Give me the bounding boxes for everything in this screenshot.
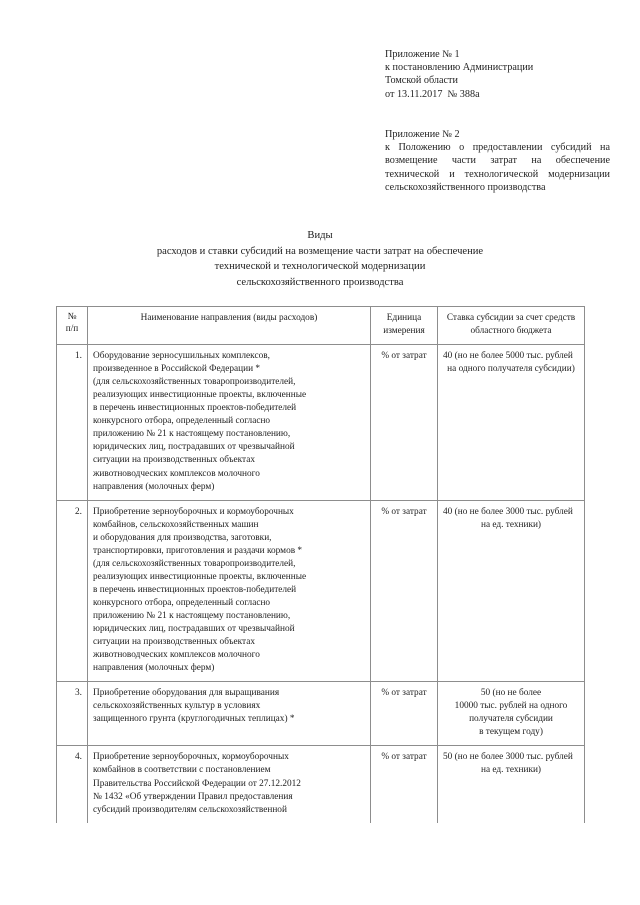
description-line: Правительства Российской Федерации от 27.12.2012: [93, 778, 301, 789]
column-header-line: №: [67, 312, 77, 322]
appendix-2-reference-text: к Положению о предоставлении субсидий на возмещение части затрат на обеспечение технической и технологической модернизации сельскохозяйственного производства: [385, 142, 610, 193]
description-line: в перечень инвестиционных проектов-победителей: [93, 584, 297, 595]
description-line: приложению № 21 к настоящему постановлению,: [93, 429, 291, 440]
rate-line: в текущем году): [479, 727, 543, 738]
column-header-line: Ставка субсидии за счет средств: [446, 313, 576, 323]
description-line: животноводческих комплексов молочного: [93, 468, 260, 479]
table-row: [57, 682, 585, 746]
rate-line: получателя субсидии: [469, 714, 553, 725]
description-line: юридических лиц, пострадавших от чрезвычайной: [93, 624, 295, 635]
description-line: субсидий производителям сельскохозяйственной: [93, 804, 287, 815]
description-line: направления (молочных ферм): [93, 663, 215, 674]
table-header: [57, 307, 585, 345]
row-number: 4.: [57, 746, 88, 823]
row-subsidy-rate: [438, 746, 585, 823]
description-line: транспортировки, приготовления и раздачи кормов *: [93, 545, 303, 556]
table-row: [57, 746, 585, 823]
description-line: Оборудование зерносушильных комплексов,: [93, 351, 270, 362]
row-direction-description: [88, 500, 371, 682]
table-body: [57, 345, 585, 823]
expenses-table: [56, 306, 585, 823]
description-line: ситуации на производственных объектах: [93, 637, 255, 648]
row-number: 1.: [57, 345, 88, 501]
description-line: защищенного грунта (круглогодичных теплицах) *: [93, 714, 295, 725]
description-line: приложению № 21 к настоящему постановлению,: [93, 610, 291, 621]
row-direction-description: [88, 746, 371, 823]
description-line: животноводческих комплексов молочного: [93, 650, 260, 661]
expenses-table-container: [56, 306, 584, 823]
description-line: комбайнов, сельскохозяйственных машин: [93, 519, 259, 530]
table-header-row: [57, 307, 585, 345]
title-line: сельскохозяйственного производства: [236, 276, 404, 288]
header-line: от 13.11.2017 № 388а: [385, 88, 480, 100]
rate-line: 40 (но не более 3000 тыс. рублей: [443, 506, 573, 517]
appendix-2-title: Приложение № 2: [385, 129, 460, 140]
rate-line: 50 (но не более 3000 тыс. рублей: [443, 752, 573, 763]
row-unit: % от затрат: [371, 500, 438, 682]
rate-line: на одного получателя субсидии): [447, 364, 575, 375]
description-line: (для сельскохозяйственных товаропроизводителей,: [93, 558, 296, 569]
description-line: конкурсного отбора, определенный согласно: [93, 597, 271, 608]
column-header-line: Единица: [386, 313, 422, 323]
description-line: направления (молочных ферм): [93, 481, 215, 492]
description-line: (для сельскохозяйственных товаропроизводителей,: [93, 377, 296, 388]
row-subsidy-rate: [438, 345, 585, 501]
column-header-line: измерения: [383, 326, 425, 337]
description-line: Приобретение зерноуборочных, кормоуборочных: [93, 752, 289, 763]
row-direction-description: [88, 682, 371, 746]
description-line: и оборудования для производства, заготовки,: [93, 532, 272, 543]
description-line: произведенное в Российской Федерации *: [93, 364, 261, 375]
description-line: конкурсного отбора, определенный согласно: [93, 416, 271, 427]
table-row: [57, 345, 585, 501]
column-header-line: п/п: [65, 323, 79, 334]
appendix-2-header: [385, 128, 610, 194]
description-line: Приобретение зерноуборочных и кормоуборочных: [93, 506, 294, 517]
title-line: расходов и ставки субсидий на возмещение части затрат на обеспечение: [156, 245, 484, 257]
column-header-unit: [371, 307, 438, 345]
description-line: № 1432 «Об утверждении Правил предоставления: [93, 791, 293, 802]
column-header-line: Наименование направления (виды расходов): [140, 313, 318, 323]
page-title: [55, 228, 585, 290]
rate-line: 40 (но не более 5000 тыс. рублей: [443, 351, 573, 362]
row-number: 2.: [57, 500, 88, 682]
header-line: Приложение № 1: [385, 49, 460, 60]
header-line: к постановлению Администрации: [385, 62, 534, 74]
rate-line: на ед. техники): [480, 765, 542, 776]
row-direction-description: [88, 345, 371, 501]
column-header-line: областного бюджета: [470, 326, 552, 337]
row-subsidy-rate: [438, 500, 585, 682]
title-line: технической и технологической модернизации: [214, 261, 426, 272]
description-line: реализующих инвестиционные проекты, включенные: [93, 571, 307, 582]
header-line: Томской области: [385, 75, 458, 87]
column-header-number: [57, 307, 88, 345]
rate-line: 10000 тыс. рублей на одного: [454, 701, 568, 712]
row-subsidy-rate: [438, 682, 585, 746]
row-unit: % от затрат: [371, 682, 438, 746]
appendix-1-header: [385, 48, 610, 101]
title-line: Виды: [307, 230, 333, 241]
rate-line: 50 (но не более: [480, 688, 542, 699]
description-line: комбайнов в соответствии с постановлением: [93, 765, 271, 776]
column-header-name: [88, 307, 371, 345]
description-line: сельскохозяйственных культур в условиях: [93, 701, 261, 712]
rate-line: на ед. техники): [480, 519, 542, 530]
table-row: [57, 500, 585, 682]
column-header-rate: [438, 307, 585, 345]
description-line: реализующих инвестиционные проекты, включенные: [93, 390, 307, 401]
description-line: ситуации на производственных объектах: [93, 455, 255, 466]
row-unit: % от затрат: [371, 345, 438, 501]
description-line: Приобретение оборудования для выращивания: [93, 688, 280, 699]
description-line: в перечень инвестиционных проектов-победителей: [93, 403, 297, 414]
row-unit: % от затрат: [371, 746, 438, 823]
description-line: юридических лиц, пострадавших от чрезвычайной: [93, 442, 295, 453]
row-number: 3.: [57, 682, 88, 746]
